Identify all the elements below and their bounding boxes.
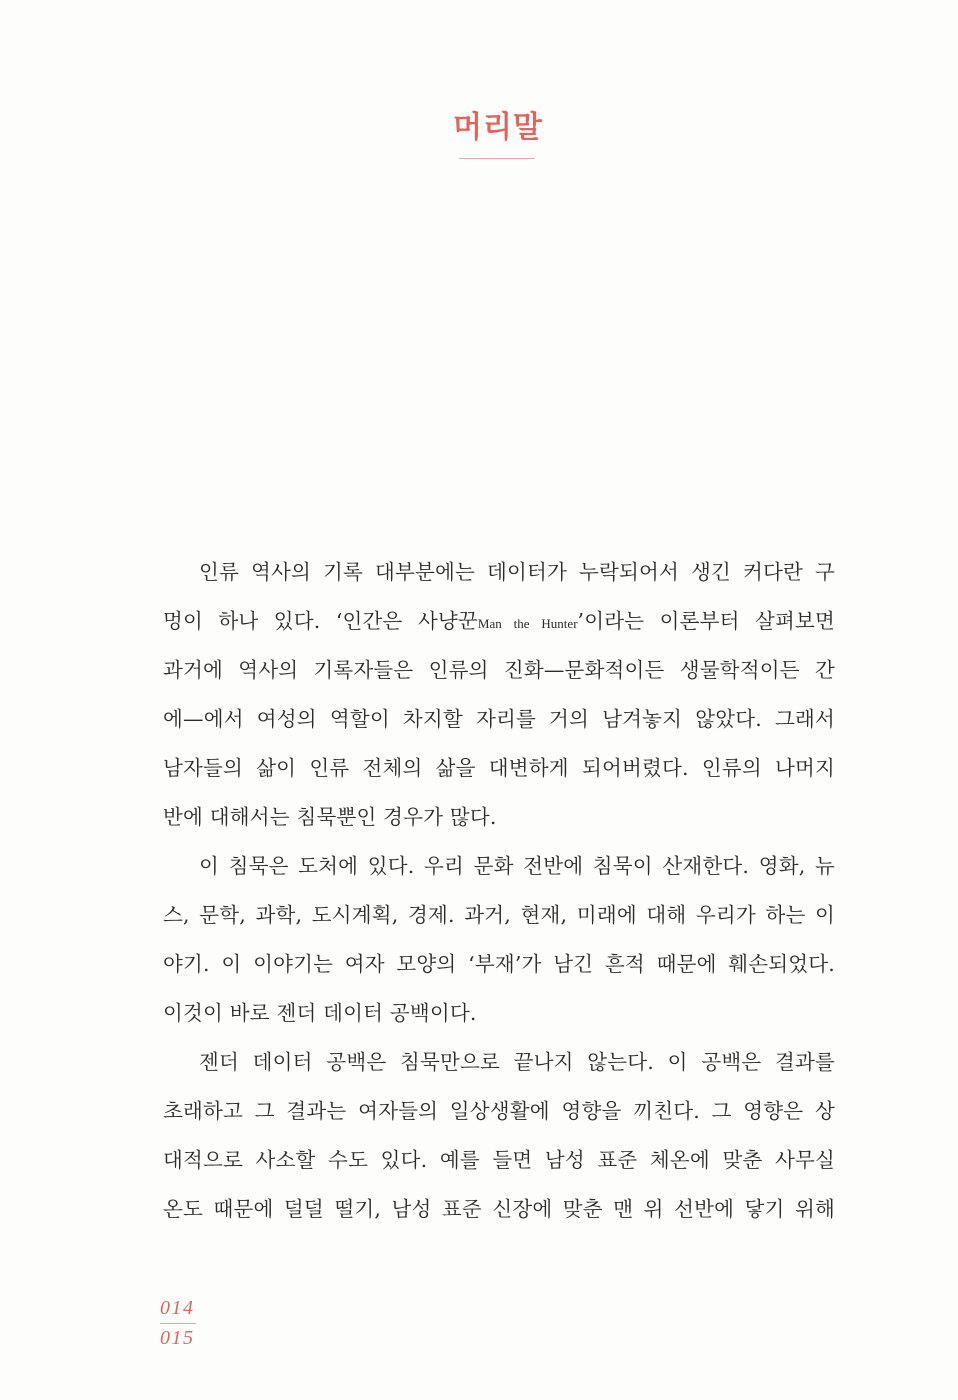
paragraph-3 xyxy=(163,1038,835,1234)
title-underline xyxy=(459,158,535,159)
text-line: 남자들의 삶이 인류 전체의 삶을 대변하게 되어버렸다. 인류의 나머지 xyxy=(163,756,835,780)
text-line: 과거에 역사의 기록자들은 인류의 진화—문화적이든 생물학적이든 간 xyxy=(163,658,835,682)
text-run: 멍이 하나 있다. ‘인간은 사냥꾼 xyxy=(163,609,478,633)
chapter-title: 머리말 xyxy=(453,110,543,145)
text-line xyxy=(163,597,835,646)
text-line: 스, 문학, 과학, 도시계획, 경제. 과거, 현재, 미래에 대해 우리가 하는 이 xyxy=(163,903,835,927)
text-line: 반에 대해서는 침묵뿐인 경우가 많다. xyxy=(163,805,497,829)
paragraph-1 xyxy=(163,548,835,842)
text-run: ’이라는 이론부터 살펴보면 xyxy=(577,609,836,633)
text-line: 젠더 데이터 공백은 침묵만으로 끝나지 않는다. 이 공백은 결과를 xyxy=(199,1050,835,1074)
page-number-left: 014 xyxy=(160,1297,195,1319)
paragraph-2 xyxy=(163,842,835,1038)
text-line: 온도 때문에 덜덜 떨기, 남성 표준 신장에 맞춘 맨 위 선반에 닿기 위해 xyxy=(163,1197,835,1221)
text-line: 인류 역사의 기록 대부분에는 데이터가 누락되어서 생긴 커다란 구 xyxy=(199,560,835,584)
english-gloss: Man the Hunter xyxy=(477,616,578,631)
text-line: 이 침묵은 도처에 있다. 우리 문화 전반에 침묵이 산재한다. 영화, 뉴 xyxy=(199,854,835,878)
text-line: 초래하고 그 결과는 여자들의 일상생활에 영향을 끼친다. 그 영향은 상 xyxy=(163,1099,835,1123)
body-text xyxy=(163,548,835,1234)
page-number-right: 015 xyxy=(160,1327,195,1349)
text-line: 야기. 이 이야기는 여자 모양의 ‘부재’가 남긴 흔적 때문에 훼손되었다. xyxy=(163,952,835,976)
text-line: 대적으로 사소할 수도 있다. 예를 들면 남성 표준 체온에 맞춘 사무실 xyxy=(163,1148,835,1172)
text-line: 이것이 바로 젠더 데이터 공백이다. xyxy=(163,1001,477,1025)
text-line: 에—에서 여성의 역할이 차지할 자리를 거의 남겨놓지 않았다. 그래서 xyxy=(163,707,835,731)
page-number-divider xyxy=(160,1323,196,1324)
